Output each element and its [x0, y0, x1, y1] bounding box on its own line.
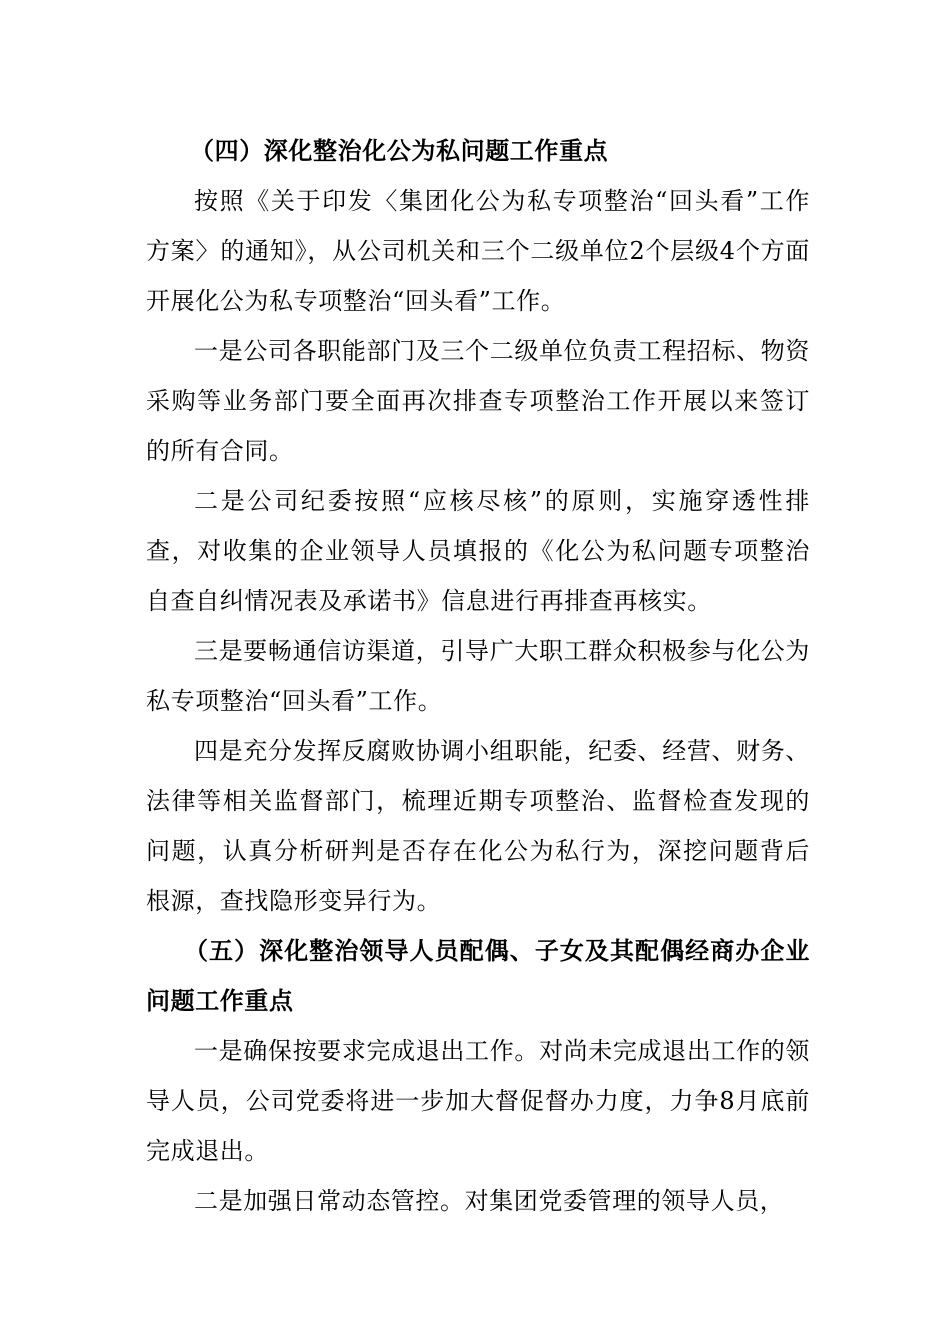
paragraph: 二是公司纪委按照“应核尽核”的原则，实施穿透性排查，对收集的企业领导人员填报的《化公为私问题专项整治自查自纠情况表及承诺书》信息进行再排查再核实。 [146, 487, 810, 615]
section-heading-4: （四）深化整治化公为私问题工作重点 [190, 137, 609, 165]
paragraph: 二是加强日常动态管控。对集团党委管理的领导人员， [194, 1187, 785, 1215]
document-page [146, 126, 810, 1226]
paragraph: 四是充分发挥反腐败协调小组职能，纪委、经营、财务、法律等相关监督部门，梳理近期专项整治、监督检查发现的问题，认真分析研判是否存在化公为私行为，深挖问题背后根源，查找隐形变异行为。 [146, 737, 810, 915]
paragraph: 三是要畅通信访渠道，引导广大职工群众积极参与化公为私专项整治“回头看”工作。 [146, 637, 810, 715]
paragraph: 一是公司各职能部门及三个二级单位负责工程招标、物资采购等业务部门要全面再次排查专项整治工作开展以来签订的所有合同。 [146, 337, 810, 465]
section-heading-5: （五）深化整治领导人员配偶、子女及其配偶经商办企业问题工作重点 [146, 937, 810, 1015]
paragraph: 按照《关于印发〈集团化公为私专项整治“回头看”工作方案〉的通知》，从公司机关和三个二级单位2个层级4个方面开展化公为私专项整治“回头看”工作。 [146, 187, 810, 315]
paragraph: 一是确保按要求完成退出工作。对尚未完成退出工作的领导人员，公司党委将进一步加大督促督办力度，力争8月底前完成退出。 [146, 1037, 810, 1165]
